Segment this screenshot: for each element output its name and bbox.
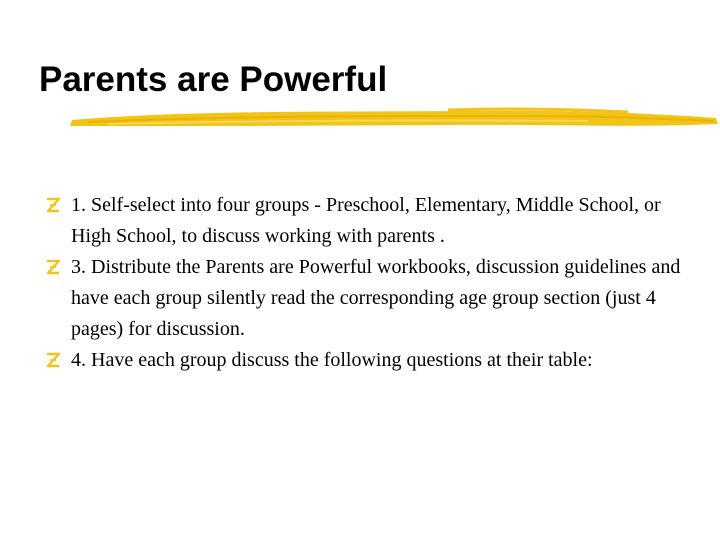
bullet-item (44, 190, 704, 252)
z-bullet-icon (44, 195, 62, 215)
bullet-list (44, 190, 704, 376)
title-underline-stroke (68, 104, 720, 132)
bullet-text: 1. Self-select into four groups - Preschool, Elementary, Middle School, or High School, to discuss working with parents . (71, 194, 661, 247)
z-bullet-icon (44, 257, 62, 277)
bullet-item (44, 252, 704, 345)
bullet-item (44, 345, 704, 376)
bullet-text: 3. Distribute the Parents are Powerful workbooks, discussion guidelines and have each group silently read the corresponding age group section (just 4 pages) for discussion. (71, 256, 681, 340)
z-bullet-icon (44, 350, 62, 370)
bullet-text: 4. Have each group discuss the following questions at their table: (71, 349, 593, 371)
slide-title: Parents are Powerful (39, 60, 388, 99)
